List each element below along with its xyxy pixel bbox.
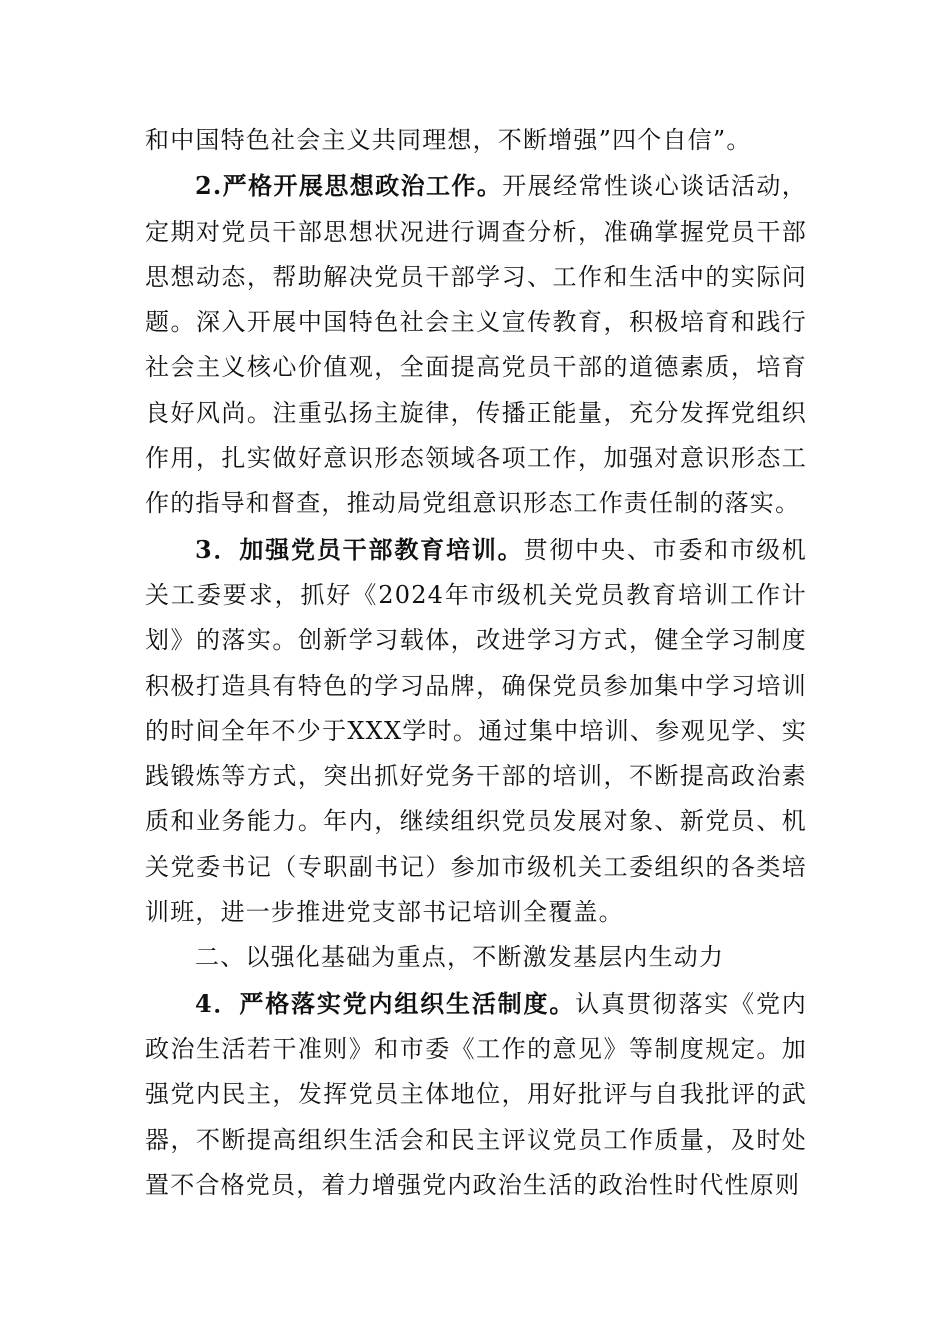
item-4-text: 认真贯彻落实《党内政治生活若干准则》和市委《工作的意见》等制度规定。加强党内民主，发挥党员主体地位，用好批评与自我批评的武器，不断提高组织生活会和民主评议党员工作质量，及时处置不合格党员，着力增强党内政治生活的政治性时代性原则: [145, 989, 807, 1199]
item-3-text: 贯彻中央、市委和市级机关工委要求，抓好《2024年市级机关党员教育培训工作计划》的落实。创新学习载体，改进学习方式，健全学习制度积极打造具有特色的学习品牌，确保党员参加集中学习培训的时间全年不少于XXX学时。通过集中培训、参观见学、实践锻炼等方式，突出抓好党务干部的培训，不断提高政治素质和业务能力。年内，继续组织党员发展对象、新党员、机关党委书记（专职副书记）参加市级机关工委组织的各类培训班，进一步推进党支部书记培训全覆盖。: [145, 535, 807, 927]
document-body: [145, 118, 807, 1208]
section-heading-2: [145, 935, 807, 980]
item-3-lead: 3．加强党员干部教育培训。: [195, 534, 524, 564]
paragraph-item-4: [145, 981, 807, 1208]
item-2-text: 开展经常性谈心谈话活动，定期对党员干部思想状况进行调查分析，准确掌握党员干部思想动态，帮助解决党员干部学习、工作和生活中的实际问题。深入开展中国特色社会主义宣传教育，积极培育和践行社会主义核心价值观，全面提高党员干部的道德素质，培育良好风尚。注重弘扬主旋律，传播正能量，充分发挥党组织作用，扎实做好意识形态领域各项工作，加强对意识形态工作的指导和督查，推动局党组意识形态工作责任制的落实。: [145, 172, 807, 518]
paragraph-continuation: [145, 118, 807, 163]
paragraph-text: 和中国特色社会主义共同理想，不断增强”四个自信”。: [145, 126, 752, 154]
paragraph-item-3: [145, 527, 807, 936]
paragraph-item-2: [145, 163, 807, 526]
section-heading-text: 二、以强化基础为重点，不断激发基层内生动力: [195, 943, 725, 972]
item-4-lead: 4．严格落实党内组织生活制度。: [195, 988, 576, 1018]
item-2-lead: 2.严格开展思想政治工作。: [195, 171, 503, 201]
